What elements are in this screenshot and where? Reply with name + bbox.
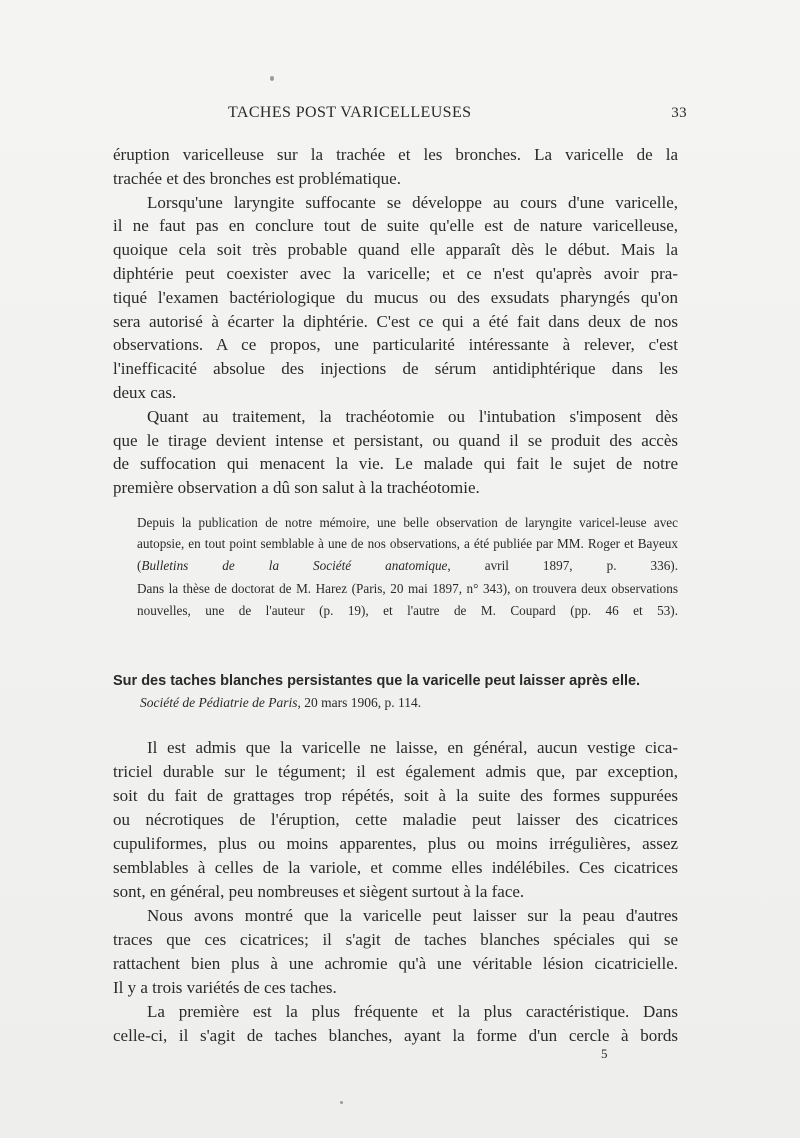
footnote-paragraph: Dans la thèse de doctorat de M. Harez (Paris, 20 mai 1897, n° 343), on trouvera deux observations nouvelles, une de l'auteur (p. 19), et l'autre de M. Coupard (pp. 46 et 53).	[137, 581, 678, 618]
footnotes	[113, 512, 678, 621]
text-line: que le tirage devient intense et persistant, ou quand il se produit des accès	[113, 430, 678, 450]
text-line: deux cas.	[113, 382, 177, 402]
source-journal: Société de Pédiatrie de Paris	[140, 695, 298, 710]
footnote-reference: Bulletins de la Société anatomique	[141, 557, 448, 573]
text-line: soit du fait de grattages trop répétés, soit à la suite des formes suppurées	[113, 786, 678, 805]
text-line: sont, en général, peu nombreuses et siègent surtout à la face.	[113, 882, 525, 901]
body-text-section-1	[113, 143, 678, 500]
text-line: La première est la plus fréquente et la plus caractéristique. Dans	[147, 1002, 678, 1021]
text-line: Quant au traitement, la trachéotomie ou l'intubation s'imposent dès	[147, 406, 678, 426]
ink-speck	[340, 1101, 343, 1104]
signature-mark: 5	[601, 1046, 608, 1061]
text-line: observations. A ce propos, une particularité intéressante à relever, c'est	[113, 335, 678, 355]
running-title: TACHES POST VARICELLEUSES	[228, 104, 472, 121]
text-line: il ne faut pas en conclure tout de suite qu'elle est de nature varicelleuse,	[113, 216, 678, 236]
text-line: Nous avons montré que la varicelle peut laisser sur la peau d'autres	[147, 906, 678, 925]
text-line: l'inefficacité absolue des injections de sérum antidiphtérique dans les	[113, 359, 678, 379]
text-line: semblables à celles de la variole, et comme elles indélébiles. Ces cicatrices	[113, 858, 678, 877]
text-line: quoique cela soit très probable quand elle apparaît dès le début. Mais la	[113, 240, 678, 260]
text-line: rattachent bien plus à une achromie qu'à une véritable lésion cicatricielle.	[113, 954, 678, 973]
text-line: celle-ci, il s'agit de taches blanches, ayant la forme d'un cercle à bords	[113, 1026, 678, 1045]
text-line: première observation a dû son salut à la trachéotomie.	[113, 478, 480, 498]
text-line: éruption varicelleuse sur la trachée et les bronches. La varicelle de la	[113, 145, 678, 164]
footnote-text-end: , avril 1897, p. 336).	[447, 557, 678, 573]
text-line: diphtérie peut coexister avec la varicelle; et ce n'est qu'après avoir pra-	[113, 263, 678, 283]
text-line: tiqué l'examen bactériologique du mucus ou des exsudats pharyngés qu'on	[113, 287, 678, 307]
text-line: traces que ces cicatrices; il s'agit de taches blanches spéciales qui se	[113, 930, 678, 949]
page-number: 33	[671, 105, 687, 121]
text-line: cupuliformes, plus ou moins apparentes, plus ou moins irrégulières, assez	[113, 834, 678, 853]
text-line: sera autorisé à écarter la diphtérie. C'est ce qui a été fait dans deux de nos	[113, 311, 678, 331]
footnote-paragraph	[113, 512, 678, 576]
text-line: trachée et des bronches est problématique.	[113, 168, 401, 188]
text-line: Lorsqu'une laryngite suffocante se développe au cours d'une varicelle,	[147, 192, 678, 212]
text-line: ou nécrotiques de l'éruption, cette maladie peut laisser des cicatrices	[113, 810, 678, 829]
body-text-section-2	[113, 736, 678, 1048]
text-line: Il y a trois variétés de ces taches.	[113, 978, 337, 997]
source-date: , 20 mars 1906, p. 114.	[297, 695, 422, 710]
footnote-text: Depuis la publication de notre mémoire, une belle observation de laryngite varicel-leuse avec autopsie, en tout point semblable à une de nos observations, a été publiée par MM. Roger et Bayeux (	[137, 515, 678, 573]
article-source	[140, 695, 421, 711]
article-title: Sur des taches blanches persistantes que la varicelle peut laisser après elle.	[113, 673, 641, 689]
text-line: triciel durable sur le tégument; il est également admis que, par exception,	[113, 762, 678, 781]
text-line: de suffocation qui menacent la vie. Le malade qui fait le sujet de notre	[113, 454, 678, 474]
ink-speck	[270, 76, 274, 81]
text-line: Il est admis que la varicelle ne laisse, en général, aucun vestige cica-	[147, 738, 678, 757]
